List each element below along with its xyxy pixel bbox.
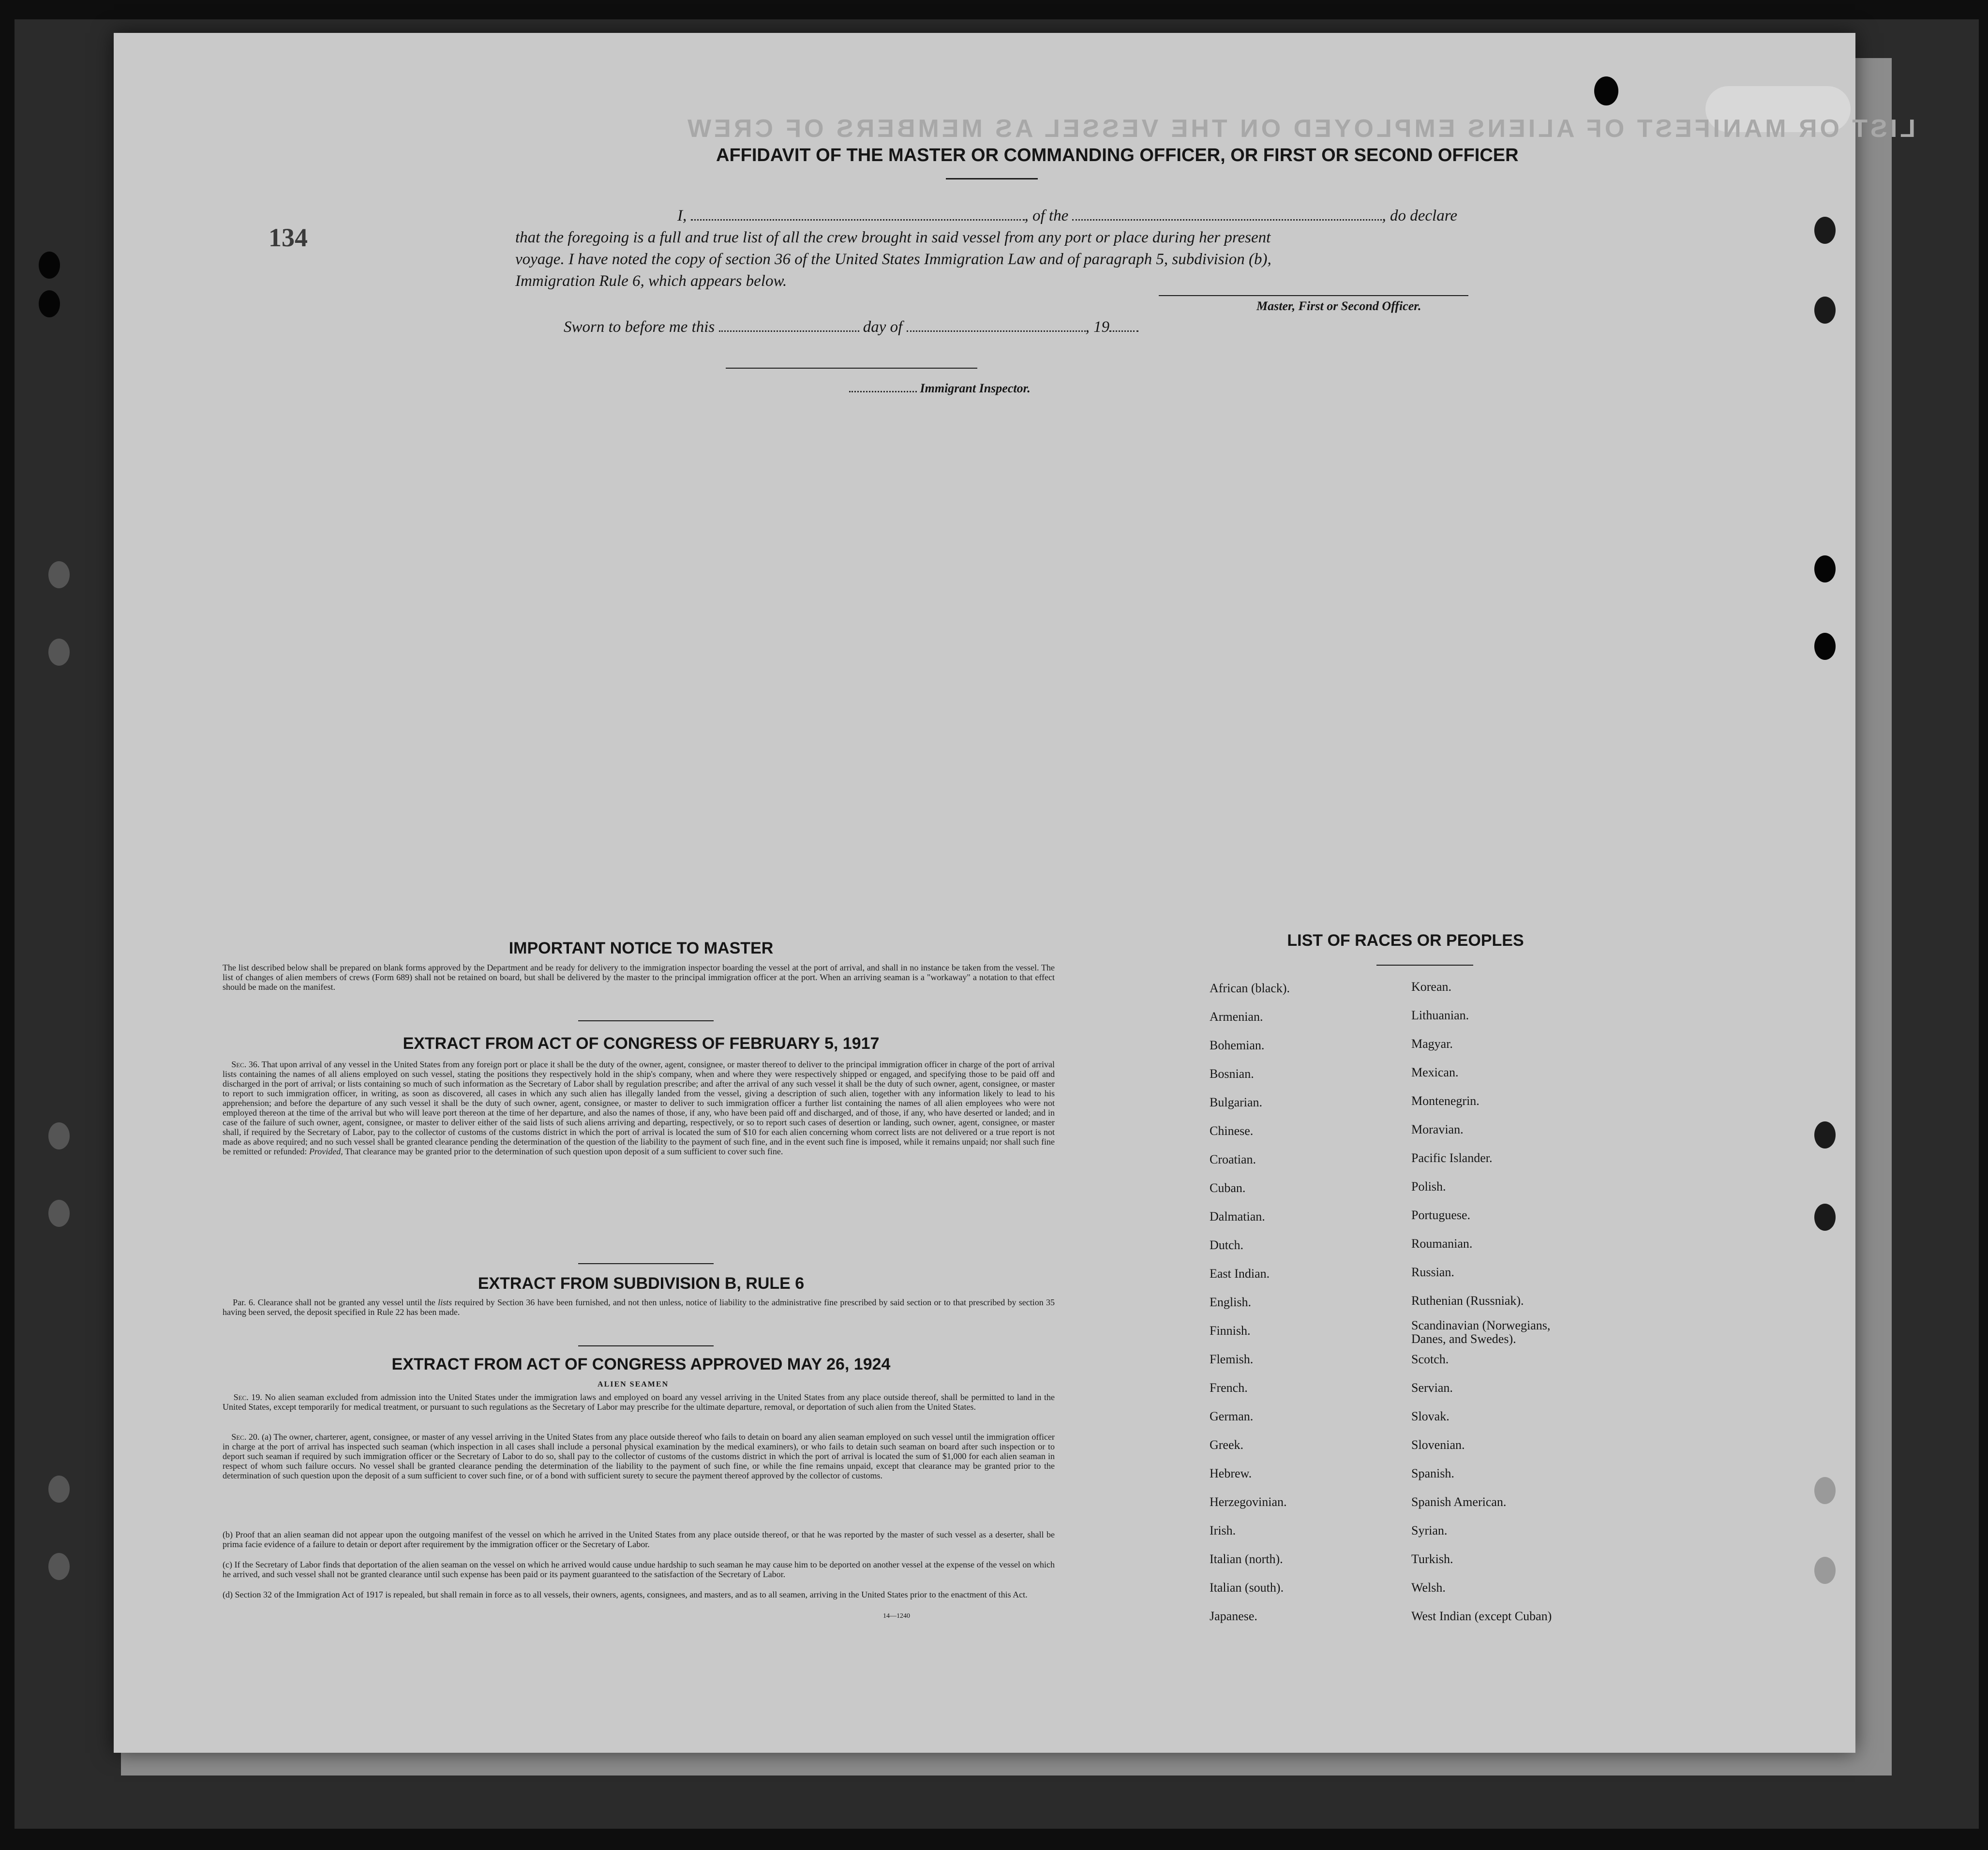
affidavit-title: AFFIDAVIT OF THE MASTER OR COMMANDING OFFICER, OR FIRST OR SECOND OFFICER — [716, 145, 1519, 165]
races-title: LIST OF RACES OR PEOPLES — [1287, 931, 1524, 950]
affidavit-of-the: , of the — [1024, 207, 1069, 224]
binder-hole — [39, 252, 60, 279]
extract-rule6-divider — [578, 1345, 714, 1346]
sworn-prefix: Sworn to before me this — [564, 318, 715, 336]
sec-19-body: No alien seaman excluded from admission into the United States under the immigration laws and employed on board any vessel arriving in the United States from any place outside thereof, shall be permitted to land in the United States, except temporarily for medical treatment, or pursuant to such regulations as the Secretary of Labor may prescribe for the ultimate departure, removal, or deportation of such alien from the United States. — [223, 1392, 1055, 1412]
inspector-signature-line[interactable] — [726, 368, 977, 369]
race-item: Polish. — [1411, 1179, 1446, 1194]
sec-19-text — [223, 1392, 1055, 1412]
race-item: Finnish. — [1210, 1324, 1251, 1338]
races-divider — [1376, 965, 1473, 966]
race-item: Turkish. — [1411, 1552, 1453, 1566]
race-item: Dutch. — [1210, 1238, 1244, 1252]
sec-19-label: Sec. 19. — [233, 1392, 262, 1402]
punch-hole — [1814, 555, 1836, 582]
race-item: Welsh. — [1411, 1581, 1446, 1595]
race-item: Roumanian. — [1411, 1237, 1473, 1251]
race-item: Chinese. — [1210, 1124, 1254, 1138]
alien-seamen-subtitle: ALIEN SEAMEN — [598, 1380, 669, 1388]
extract-1917-divider — [578, 1263, 714, 1264]
race-item: Bulgarian. — [1210, 1095, 1263, 1109]
race-item: Cuban. — [1210, 1181, 1246, 1195]
race-item: African (black). — [1210, 981, 1290, 995]
race-item: East Indian. — [1210, 1267, 1270, 1281]
inspector-dots — [849, 384, 917, 392]
race-item: Russian. — [1411, 1265, 1454, 1279]
race-item: Hebrew. — [1210, 1466, 1252, 1480]
sworn-month-blank[interactable] — [907, 319, 1086, 332]
punch-hole — [1814, 1204, 1836, 1231]
race-item: Dalmatian. — [1210, 1209, 1265, 1223]
notice-text: The list described below shall be prepared on blank forms approved by the Department and be ready for delivery to the immigration inspector boarding the vessel at the port of arrival, and shall in no instance be taken from the vessel. The list of changes of alien members of crews (Form 689) shall not be retained on board, but shall be delivered by the master to the principal immigration officer at the port. When an arriving seaman is a "workaway" a notation to that effect should be made on the manifest. — [223, 963, 1055, 992]
race-item: Bohemian. — [1210, 1038, 1265, 1052]
handwritten-margin-mark: 134 — [269, 223, 308, 252]
master-signature-label: Master, First or Second Officer. — [1256, 299, 1421, 313]
race-item: Japanese. — [1210, 1609, 1257, 1623]
race-item: Ruthenian (Russniak). — [1411, 1294, 1524, 1308]
race-item: French. — [1210, 1381, 1248, 1395]
inspector-label — [849, 381, 1031, 396]
provided-word: Provided, — [309, 1147, 343, 1156]
race-item: Lithuanian. — [1411, 1008, 1469, 1022]
race-item: Korean. — [1411, 980, 1452, 994]
extract-1924-title: EXTRACT FROM ACT OF CONGRESS APPROVED MAY 26, 1924 — [391, 1355, 891, 1373]
affidavit-line-3: voyage. I have noted the copy of section 36 of the United States Immigration Law and of paragraph 5, subdivision (b), — [515, 251, 1271, 268]
race-item: German. — [1210, 1409, 1254, 1423]
extract-rule6-title: EXTRACT FROM SUBDIVISION B, RULE 6 — [478, 1274, 805, 1293]
sworn-line — [564, 318, 1138, 336]
race-item: Italian (south). — [1210, 1581, 1284, 1595]
extract-rule6-text — [223, 1298, 1055, 1317]
punch-hole — [1814, 1121, 1836, 1149]
race-item: Scandinavian (Norwegians, Danes, and Swedes). — [1411, 1318, 1551, 1346]
race-item: Flemish. — [1210, 1352, 1254, 1366]
form-number: 14—1240 — [883, 1612, 910, 1620]
lists-word: lists — [438, 1298, 452, 1307]
race-item: Montenegrin. — [1411, 1094, 1480, 1108]
sworn-day-of: day of — [863, 318, 903, 336]
binder-hole — [48, 1122, 70, 1149]
race-item: Bosnian. — [1210, 1067, 1254, 1081]
punch-hole — [1814, 217, 1836, 244]
affidavit-i: I, — [677, 207, 687, 224]
race-item: Herzegovinian. — [1210, 1495, 1287, 1509]
race-item: Armenian. — [1210, 1010, 1263, 1024]
sec-20c-text: (c) If the Secretary of Labor finds that deportation of the alien seaman on the vessel on which he arrived would cause undue hardship to such seaman he may cause him to be deported on another vessel at the expense of the vessel on which he arrived, and such vessel shall not be granted clearance until such expense has been paid or its payment guaranteed to the satisfaction of the Secretary of Labor. — [223, 1560, 1055, 1579]
race-item: Moravian. — [1411, 1122, 1464, 1136]
section-36-text: That upon arrival of any vessel in the United States from any foreign port or place it shall be the duty of the owner, agent, consignee, or master thereof to deliver to the principal immigration officer in charge of the port of arrival lists containing the names of all aliens employed on such vessel, stating the positions they respectively hold in the ship's company, when and where they were respectively shipped or engaged, and specifying those to be paid off and discharged in the port of arrival; or lists containing so much of such information as the Secretary of Labor shall by regulation prescribe; and after the arrival of any such vessel it shall be the duty of such owner, agent, consignee, or master to report to such immigration officer, in writing, as soon as discovered, all cases in which any such alien has illegally landed from the vessel, giving a description of such alien, together with any information likely to lead to his apprehension; and before the departure of any such vessel it shall be the duty of such owner, agent, consignee, or master to deliver to such immigration officer a further list containing the names of all alien employees who were not employed thereon at the time of the arrival but who will leave port thereon at the time of her departure, and also the names of those, if any, who have been paid off and discharged, and of those, if any, who have deserted or landed; and in case of the failure of such owner, agent, consignee, or master to deliver either of the said lists of such aliens arriving and departing, respectively, or so to report such cases of desertion or landing, such owner, agent, consignee, or master shall, if required by the Secretary of Labor, pay to the collector of customs of the customs district in which the port of arrival is located the sum of $10 for each alien concerning whom correct lists are not delivered or a true report is not made as above required; and no such vessel shall be granted clearance pending the determination of the question of the liability to the payment of such fine, and in the event such fine is imposed, while it remains unpaid; nor shall such fine be remitted or refunded: — [223, 1059, 1055, 1156]
binder-hole — [48, 1553, 70, 1580]
punch-hole — [1594, 76, 1618, 105]
race-item: Mexican. — [1411, 1065, 1459, 1079]
sec-20d-text: (d) Section 32 of the Immigration Act of 1917 is repealed, but shall remain in force as to all vessels, their owners, agents, consignees, and masters, and as to all seamen, arriving in the United States prior to the enactment of this Act. — [223, 1590, 1028, 1599]
race-item: West Indian (except Cuban) — [1411, 1609, 1552, 1623]
affidavit-line-2: that the foregoing is a full and true list of all the crew brought in said vessel from any port or place during her present — [515, 229, 1271, 246]
par-6-label: Par. 6. — [233, 1298, 255, 1307]
binder-hole — [48, 1200, 70, 1227]
sworn-year: , 19 — [1085, 318, 1110, 336]
race-item: Syrian. — [1411, 1523, 1448, 1537]
extract-1917-title: EXTRACT FROM ACT OF CONGRESS OF FEBRUARY 5, 1917 — [403, 1034, 880, 1053]
race-item: Spanish American. — [1411, 1495, 1507, 1509]
race-item: Italian (north). — [1210, 1552, 1283, 1566]
race-item: English. — [1210, 1295, 1251, 1309]
section-36-text-end: That clearance may be granted prior to the determination of such question upon deposit of a sum sufficient to cover such fine. — [344, 1147, 783, 1156]
manifest-back-page — [114, 33, 1915, 1753]
sworn-day-blank[interactable] — [719, 319, 859, 332]
punch-hole — [1814, 1477, 1836, 1504]
race-item: Slovak. — [1411, 1409, 1450, 1423]
inspector-label-text: Immigrant Inspector. — [920, 381, 1031, 395]
master-signature-line[interactable] — [1159, 295, 1468, 296]
par-6-text-a: Clearance shall not be granted any vessel until the — [257, 1298, 435, 1307]
name-blank[interactable] — [691, 208, 1025, 221]
race-item: Spanish. — [1411, 1466, 1454, 1480]
binder-hole — [48, 639, 70, 666]
vessel-blank[interactable] — [1072, 208, 1382, 221]
race-item: Scotch. — [1411, 1352, 1449, 1366]
race-item: Greek. — [1210, 1438, 1244, 1452]
sec-20a-text — [223, 1432, 1055, 1480]
race-item: Croatian. — [1210, 1152, 1256, 1166]
section-36-label: Sec. 36. — [231, 1059, 260, 1069]
punch-hole — [1814, 1557, 1836, 1584]
sec-20a-body: (a) The owner, charterer, agent, consignee, or master of any vessel arriving in the United States from any place outside thereof who fails to detain on board any alien seaman employed on such vessel until the immigration officer in charge at the port of arrival has inspected such seaman (which inspection in all cases shall include a personal physical examination by the medical examiners), or who fails to detain such seaman on board after such inspection or to deport such seaman if required by such immigration officer or the Secretary of Labor to do so, shall pay to the collector of customs of the customs district in which the port of arrival is located the sum of $1,000 for each alien seaman in respect of whom such failure occurs. No vessel shall be granted clearance pending the determination of the liability to the payment of such fine, or while the fine remains unpaid, except that clearance may be granted prior to the determination of such question upon the deposit of a sum sufficient to cover such fine, or of a bond with sufficient surety to secure the payment thereof approved by the collector of customs. — [223, 1432, 1055, 1480]
notice-title: IMPORTANT NOTICE TO MASTER — [508, 939, 774, 957]
extract-1917-text — [223, 1059, 1055, 1156]
par-6-text-b: required by Section 36 have been furnished, and not then unless, notice of liability to the administrative fine prescribed by said section or to that prescribed by section 35 having been served, the deposit specified in Rule 22 has been made. — [223, 1298, 1055, 1317]
binder-hole — [39, 290, 60, 317]
binder-hole — [48, 1476, 70, 1503]
bleed-through-title: LIST OR MANIFEST OF ALIENS EMPLOYED ON THE VESSEL AS MEMBERS OF CREW — [685, 115, 1915, 143]
race-item: Pacific Islander. — [1411, 1151, 1493, 1165]
affidavit-declare: , do declare — [1382, 207, 1457, 224]
sec-20-label: Sec. 20. — [231, 1432, 260, 1442]
race-item: Magyar. — [1411, 1037, 1453, 1051]
sworn-year-blank[interactable] — [1109, 319, 1138, 332]
race-item: Servian. — [1411, 1381, 1453, 1395]
punch-hole — [1814, 297, 1836, 324]
punch-hole — [1814, 633, 1836, 660]
title-underline — [946, 178, 1038, 179]
sec-20b-text: (b) Proof that an alien seaman did not appear upon the outgoing manifest of the vessel on which he arrived in the United States from any place outside thereof, or that he was reported by the master of such vessel as a deserter, shall be prima facie evidence of a failure to detain or deport after requirement by the immigration officer or the Secretary of Labor. — [223, 1530, 1055, 1549]
race-item: Slovenian. — [1411, 1438, 1465, 1452]
race-item: Portuguese. — [1411, 1208, 1471, 1222]
binder-hole — [48, 561, 70, 588]
race-item: Irish. — [1210, 1523, 1236, 1537]
affidavit-line-1 — [677, 207, 1457, 225]
affidavit-line-4: Immigration Rule 6, which appears below. — [515, 272, 787, 290]
notice-divider — [578, 1020, 714, 1021]
